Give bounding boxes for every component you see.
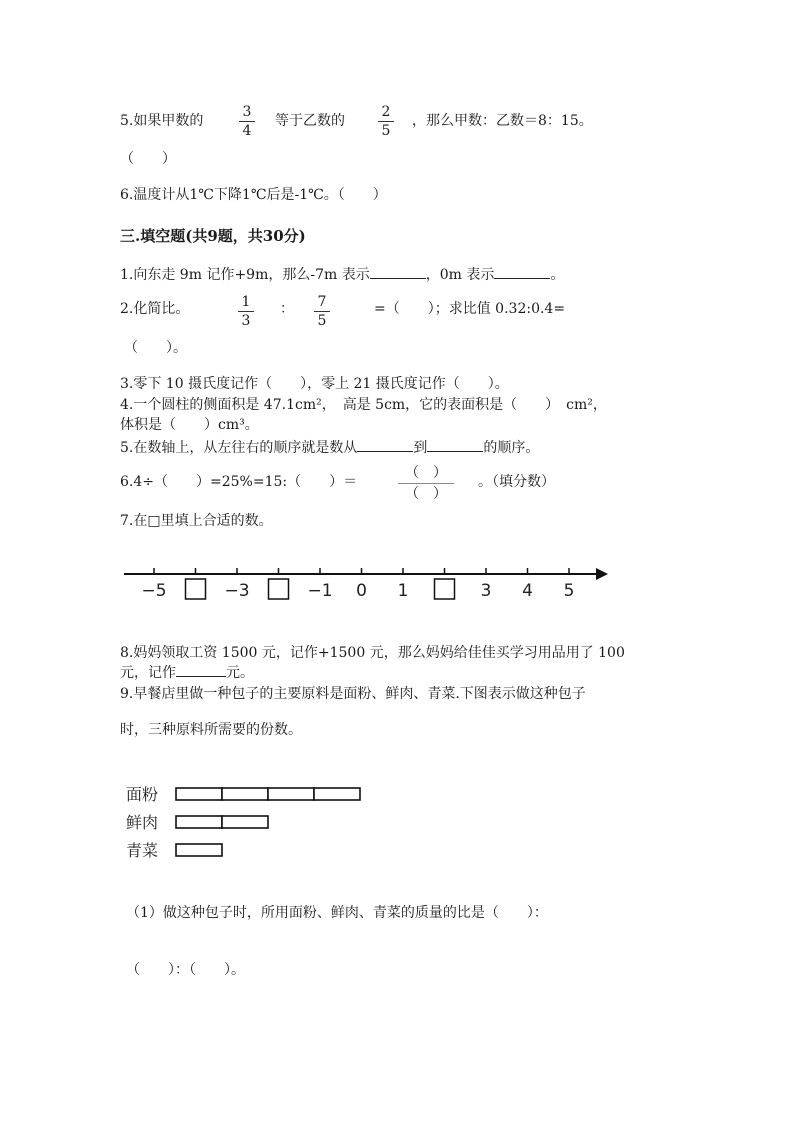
chart-bar-segment (222, 788, 268, 800)
q5-prefix: 5.如果甲数的 (120, 113, 204, 129)
fill-6-fraction[interactable]: （ ） （ ） (398, 465, 454, 502)
q5-fraction-a: 3 4 (236, 104, 258, 139)
number-line-arrow-icon (596, 568, 608, 580)
fill-3: 3.零下 10 摄氏度记作（ ），零上 21 摄氏度记作（ ）。 (120, 376, 509, 392)
fill-6-suffix: 。（填分数） (478, 474, 555, 490)
number-line-answer-box[interactable] (435, 579, 455, 599)
q5-fraction-b: 2 5 (375, 104, 397, 139)
q5-middle: 等于乙数的 (275, 113, 345, 129)
number-line-label: 3 (480, 581, 492, 601)
q6-text: 6.温度计从1℃下降1℃后是-1℃。（ ） (120, 187, 387, 203)
fill-2-colon: ： (280, 301, 294, 317)
fill-7: 7.在□里填上合适的数。 (120, 513, 273, 529)
fill-9-sub-line2[interactable]: （ ）：（ ）。 (126, 962, 245, 978)
q5-answer-blank[interactable]: （ ） (120, 151, 176, 167)
fill-9-sub-line1: （1）做这种包子时，所用面粉、鲜肉、青菜的质量的比是（ ）： (126, 905, 548, 921)
number-line-label: 1 (397, 581, 409, 601)
chart-category-label: 青菜 (126, 841, 159, 860)
fill-2-answer[interactable]: （ ）。 (124, 340, 187, 356)
number-line-answer-box[interactable] (269, 579, 289, 599)
fill-1-blank-b[interactable] (494, 266, 550, 279)
fill-2-prefix: 2.化简比。 (120, 301, 190, 317)
number-line-label: 0 (356, 581, 367, 601)
number-line-label: −5 (141, 581, 167, 601)
number-line-label: −1 (307, 581, 333, 601)
fill-4-line2: 体积是（ ）cm³。 (120, 417, 259, 433)
fill-6-prefix: 6.4÷（ ）=25%=15:（ ）＝ (120, 474, 358, 490)
chart-bar-segment (176, 844, 222, 856)
number-line-label: 5 (563, 581, 575, 601)
ingredient-bar-chart (124, 782, 384, 872)
fill-5: 5.在数轴上，从左往右的顺序就是数从 到 的顺序。 (120, 440, 540, 456)
number-line (120, 560, 620, 610)
fill-8-blank[interactable] (176, 664, 226, 677)
chart-bar-segment (176, 788, 222, 800)
fill-1: 1.向东走 9m 记作+9m，那么-7m 表示 ，0m 表示 。 (120, 267, 565, 283)
section-3-title: 三.填空题(共9题，共30分) (120, 227, 306, 245)
number-line-answer-box[interactable] (186, 579, 206, 599)
chart-bar-segment (314, 788, 360, 800)
fill-9-line2: 时，三种原料所需要的份数。 (120, 722, 302, 738)
fill-8-line1: 8.妈妈领取工资 1500 元，记作+1500 元，那么妈妈给佳佳买学习用品用了 100 (120, 645, 625, 661)
fill-1-blank-a[interactable] (370, 266, 426, 279)
q5-suffix: ，那么甲数：乙数＝8：15。 (412, 113, 593, 129)
fill-9-line1: 9.早餐店里做一种包子的主要原料是面粉、鲜肉、青菜.下图表示做这种包子 (120, 686, 586, 702)
chart-bar-segment (176, 816, 222, 828)
fill-2-suffix: =（ ）；求比值 0.32:0.4= (374, 301, 566, 317)
number-line-label: −3 (224, 581, 250, 601)
fill-5-blank-b[interactable] (427, 439, 483, 452)
fill-8-line2: 元，记作 元。 (120, 665, 254, 681)
fill-2-fraction-b: 7 5 (311, 294, 333, 329)
number-line-label: 4 (522, 581, 533, 601)
chart-category-label: 面粉 (126, 785, 159, 804)
chart-bar-segment (268, 788, 314, 800)
chart-category-label: 鲜肉 (126, 813, 159, 832)
fill-2-fraction-a: 1 3 (235, 294, 257, 329)
chart-bar-segment (222, 816, 268, 828)
fill-5-blank-a[interactable] (357, 439, 413, 452)
fill-4-line1: 4.一个圆柱的侧面积是 47.1cm²， 高是 5cm，它的表面积是（ ） cm²， (120, 397, 607, 413)
